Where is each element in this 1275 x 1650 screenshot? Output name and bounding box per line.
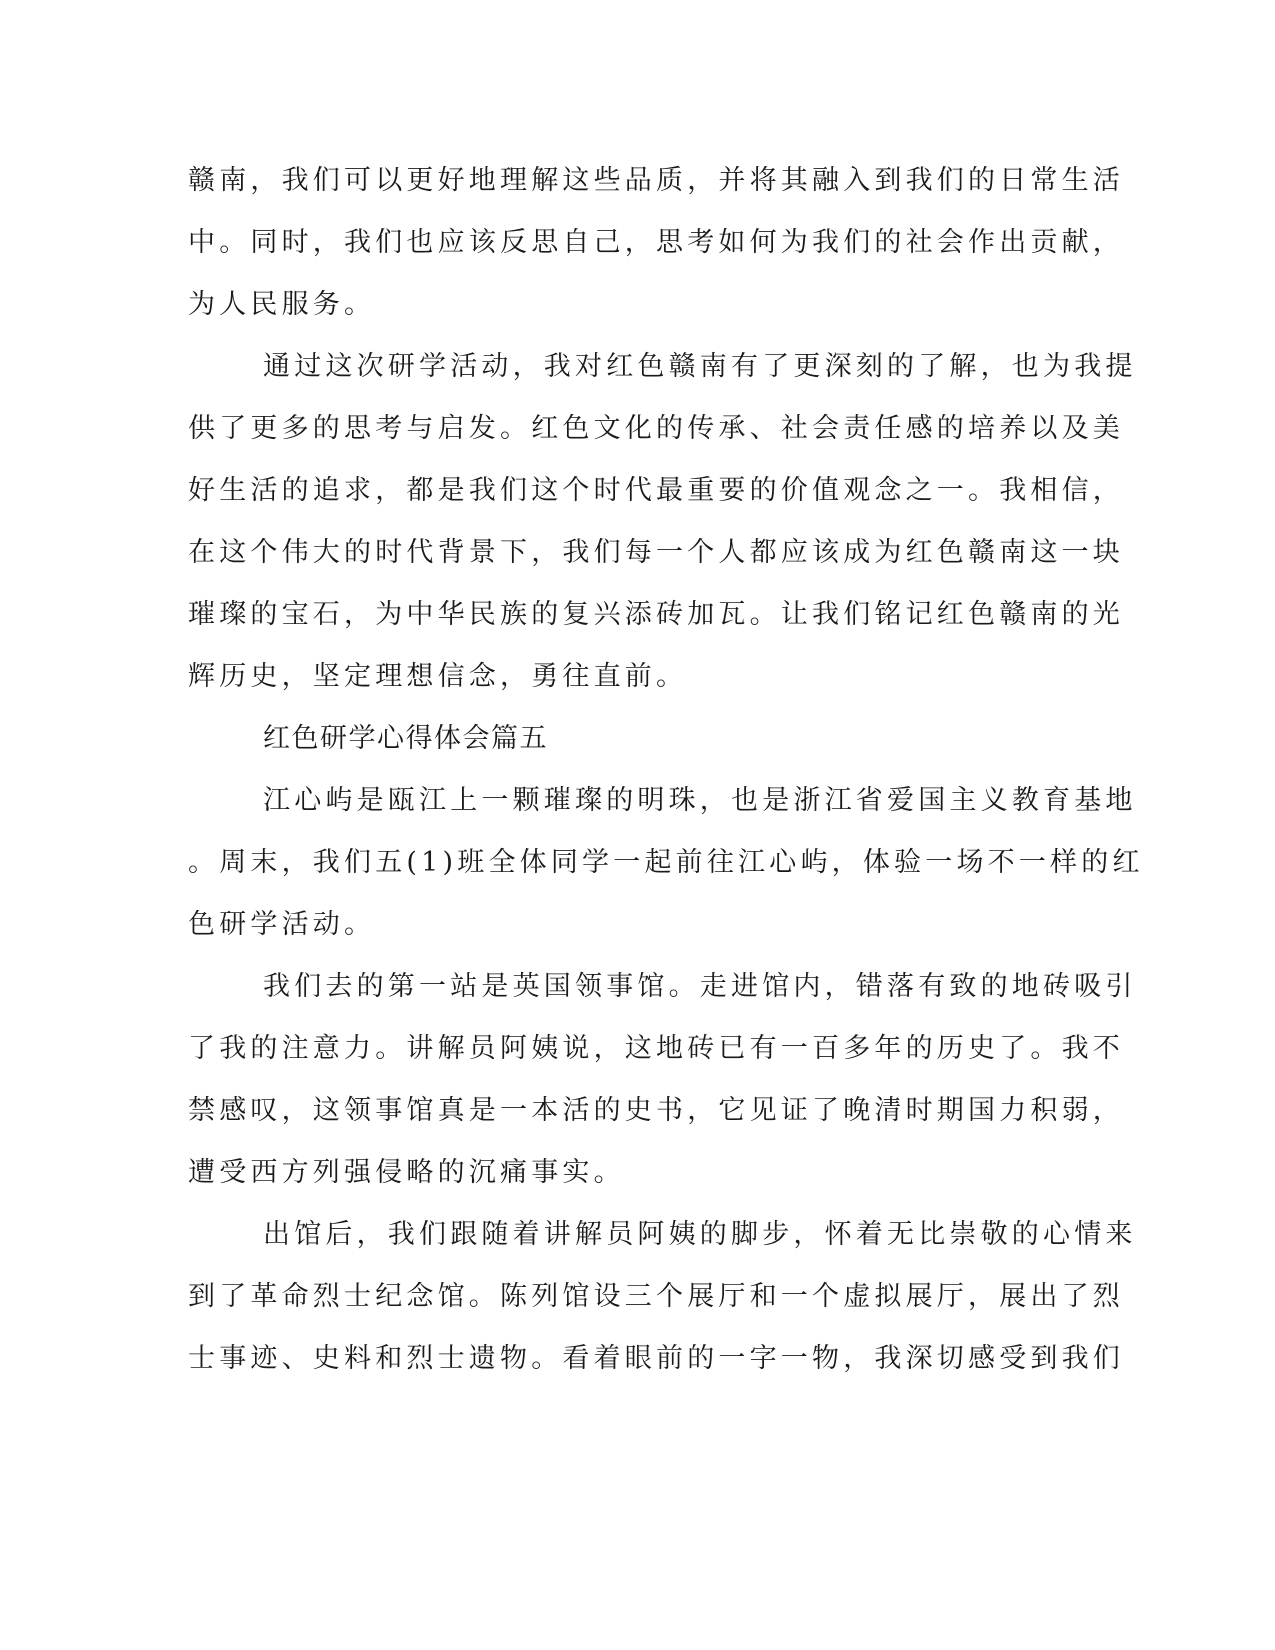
text-line: 为人民服务。 bbox=[188, 289, 376, 320]
text-line: 在这个伟大的时代背景下，我们每一个人都应该成为红色赣南这一块 bbox=[188, 537, 1124, 568]
paragraph-start: 江心屿是瓯江上一颗璀璨的明珠，也是浙江省爱国主义教育基地 bbox=[263, 785, 1137, 816]
text-line: 色研学活动。 bbox=[188, 909, 376, 940]
paragraph-start: 出馆后，我们跟随着讲解员阿姨的脚步，怀着无比崇敬的心情来 bbox=[263, 1219, 1137, 1250]
paragraph-start: 我们去的第一站是英国领事馆。走进馆内，错落有致的地砖吸引 bbox=[263, 971, 1137, 1002]
text-line: 辉历史，坚定理想信念，勇往直前。 bbox=[188, 661, 688, 692]
text-line: 赣南，我们可以更好地理解这些品质，并将其融入到我们的日常生活 bbox=[188, 165, 1124, 196]
text-line: 供了更多的思考与启发。红色文化的传承、社会责任感的培养以及美 bbox=[188, 413, 1124, 444]
text-line: 中。同时，我们也应该反思自己，思考如何为我们的社会作出贡献， bbox=[188, 227, 1124, 258]
text-line: 到了革命烈士纪念馆。陈列馆设三个展厅和一个虚拟展厅，展出了烈 bbox=[188, 1281, 1124, 1312]
text-line: 好生活的追求，都是我们这个时代最重要的价值观念之一。我相信， bbox=[188, 475, 1124, 506]
text-line: 。周末，我们五(1)班全体同学一起前往江心屿，体验一场不一样的红 bbox=[188, 847, 1144, 878]
section-heading: 红色研学心得体会篇五 bbox=[263, 723, 548, 754]
text-line: 璀璨的宝石，为中华民族的复兴添砖加瓦。让我们铭记红色赣南的光 bbox=[188, 599, 1124, 630]
paragraph-start: 通过这次研学活动，我对红色赣南有了更深刻的了解，也为我提 bbox=[263, 351, 1137, 382]
text-line: 禁感叹，这领事馆真是一本活的史书，它见证了晚清时期国力积弱， bbox=[188, 1095, 1124, 1126]
text-line: 了我的注意力。讲解员阿姨说，这地砖已有一百多年的历史了。我不 bbox=[188, 1033, 1124, 1064]
text-line: 士事迹、史料和烈士遗物。看着眼前的一字一物，我深切感受到我们 bbox=[188, 1343, 1124, 1374]
text-line: 遭受西方列强侵略的沉痛事实。 bbox=[188, 1157, 625, 1188]
document-body bbox=[188, 150, 1144, 1390]
